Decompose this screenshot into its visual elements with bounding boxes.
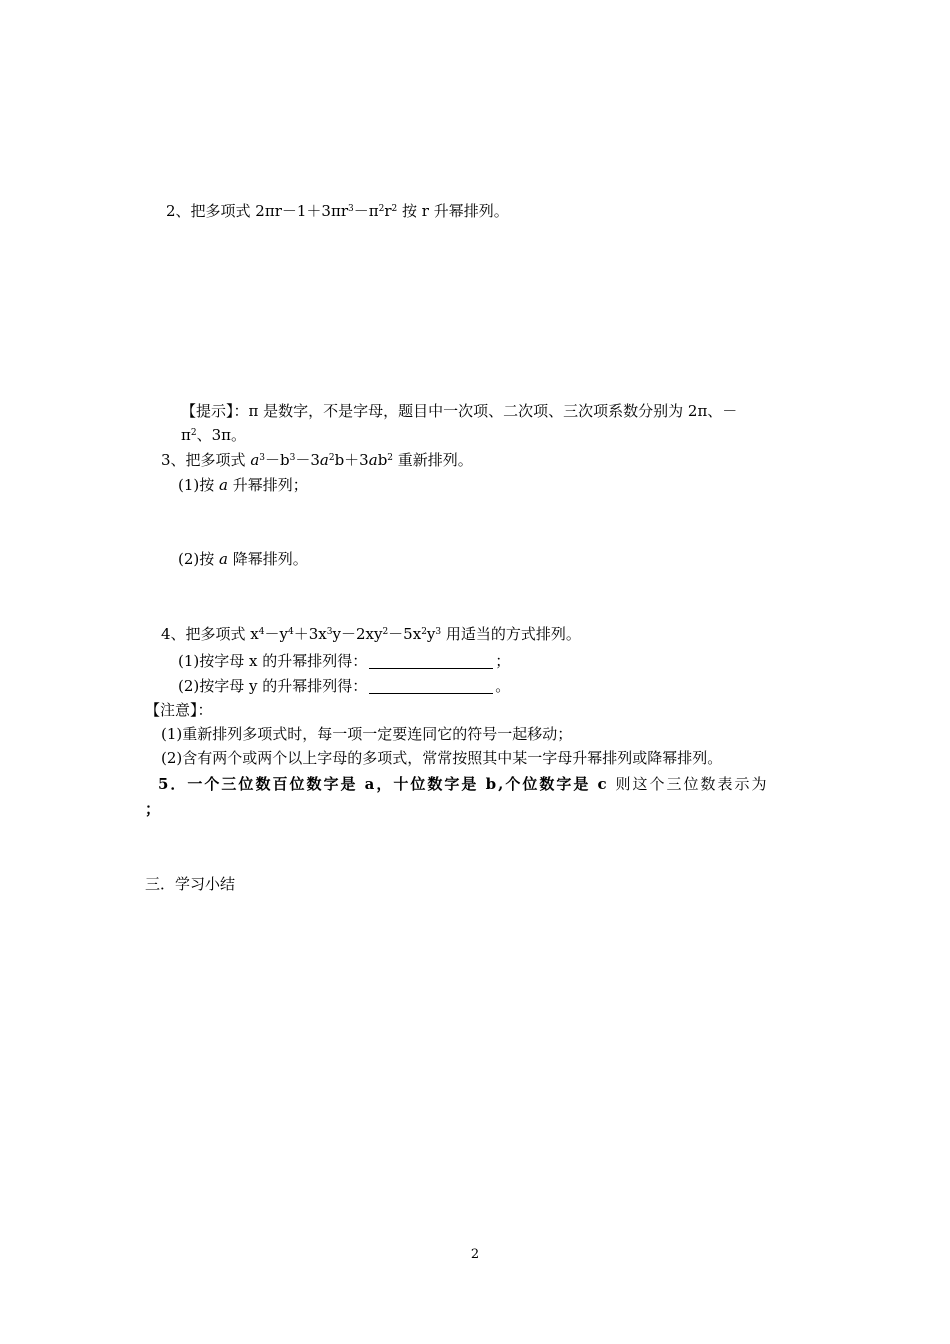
question-4-part-2: (2)按字母 y 的升幂排列得： 。: [178, 677, 511, 695]
question-3-part-2: (2)按 a 降幂排列。: [178, 550, 308, 568]
hint-line-2: $\pi^2$、3π。: [181, 426, 246, 444]
question-2: 2、把多项式 $2\pi r-1+3\pi r^3-\pi^2r^2$ 按 r 升幂排列。: [166, 202, 509, 220]
question-5: 5．一个三位数百位数字是 a，十位数字是 b,个位数字是 c 则这个三位数表示为: [158, 775, 769, 793]
question-4: 4、把多项式 $x^4-y^4+3x^3y-2xy^2-5x^2y^3$ 用适当的方式排列。: [161, 625, 581, 643]
section-3-heading: 三．学习小结: [145, 875, 236, 893]
answer-blank-2: [369, 679, 493, 694]
page-number: 2: [470, 1247, 480, 1262]
answer-blank-1: [369, 654, 493, 669]
note-title: 【注意】：: [145, 701, 213, 719]
question-3: 3、把多项式 $a^3-b^3-3a^2b+3ab^2$ 重新排列。: [161, 451, 473, 469]
note-item-1: (1)重新排列多项式时，每一项一定要连同它的符号一起移动；: [161, 725, 573, 743]
question-5-tail: ；: [145, 800, 161, 818]
note-item-2: (2)含有两个或两个以上字母的多项式，常常按照其中某一字母升幂排列或降幂排列。: [161, 749, 723, 767]
hint-line-1: 【提示】：π 是数字，不是字母，题目中一次项、二次项、三次项系数分别为 2π、－: [181, 402, 738, 420]
question-3-part-1: (1)按 a 升幂排列；: [178, 476, 308, 494]
question-4-part-1: (1)按字母 x 的升幂排列得： ；: [178, 652, 511, 670]
